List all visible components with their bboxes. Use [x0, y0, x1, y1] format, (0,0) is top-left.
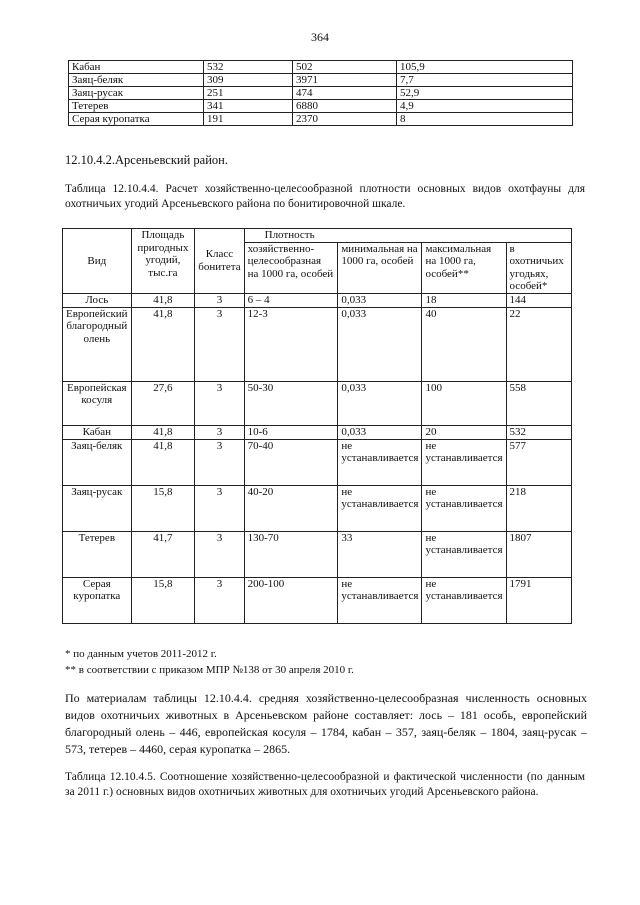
header-vid: Вид: [63, 229, 132, 294]
cell-max: 100: [422, 381, 506, 425]
header-class: Класс бонитета: [195, 229, 244, 294]
table-cell: 502: [293, 61, 397, 74]
table-row: [63, 439, 572, 485]
section-heading: 12.10.4.2.Арсеньевский район.: [65, 153, 228, 167]
cell-actual: 144: [506, 293, 571, 307]
cell-min: 33: [338, 531, 422, 577]
table-cell: 52,9: [397, 87, 573, 100]
table-row: [69, 100, 573, 113]
cell-max: не устанавливается: [422, 531, 506, 577]
cell-class: 3: [195, 439, 244, 485]
cell-area: 15,8: [131, 485, 195, 531]
cell-optimal: 200-100: [244, 577, 338, 623]
cell-optimal: 70-40: [244, 439, 338, 485]
table-cell: 474: [293, 87, 397, 100]
cell-class: 3: [195, 577, 244, 623]
table-cell: 532: [204, 61, 293, 74]
cell-vid: Кабан: [63, 425, 132, 439]
cell-min: не устанавливается: [338, 577, 422, 623]
cell-vid: Европейский благородный олень: [63, 307, 132, 381]
table-cell: 3971: [293, 74, 397, 87]
cell-actual: 532: [506, 425, 571, 439]
table-cell: 2370: [293, 113, 397, 126]
cell-actual: 218: [506, 485, 571, 531]
cell-vid: Серая куропатка: [63, 577, 132, 623]
cell-area: 41,7: [131, 531, 195, 577]
cell-area: 27,6: [131, 381, 195, 425]
table-cell: 191: [204, 113, 293, 126]
cell-optimal: 40-20: [244, 485, 338, 531]
table-cell: Серая куропатка: [69, 113, 204, 126]
table-cell: Тетерев: [69, 100, 204, 113]
cell-vid: Заяц-русак: [63, 485, 132, 531]
table-cell: 341: [204, 100, 293, 113]
cell-optimal: 130-70: [244, 531, 338, 577]
cell-max: 18: [422, 293, 506, 307]
table-row: [63, 531, 572, 577]
top-table: [68, 60, 573, 126]
table-row: [69, 113, 573, 126]
summary-paragraph: По материалам таблицы 12.10.4.4. средняя хозяйственно-целесообразная численность основных видов охотничьих животных в Арсеньевском районе составляет: лось – 181 особь, европейский благородный олень – 446, европейская косуля – 1784, кабан – 357, заяц-беляк – 1804, заяц-русак – 573, тетерев – 4460, серая куропатка – 2865.: [65, 691, 587, 756]
table-2-caption: Таблица 12.10.4.5. Соотношение хозяйственно-целесообразной и фактической численности (по данным за 2011 г.) основных видов охотничьих животных для охотничьих угодий Арсеньевского района.: [65, 771, 585, 798]
cell-vid: Лось: [63, 293, 132, 307]
header-actual: в охотничьих угодьях, особей*: [506, 242, 571, 293]
cell-optimal: 10-6: [244, 425, 338, 439]
table-row: [63, 381, 572, 425]
cell-vid: Тетерев: [63, 531, 132, 577]
cell-class: 3: [195, 485, 244, 531]
table-row: [69, 87, 573, 100]
footnote-2: ** в соответствии с приказом МПР №138 от 30 апреля 2010 г.: [65, 664, 354, 676]
cell-actual: 1791: [506, 577, 571, 623]
page-number: 364: [311, 30, 329, 44]
table-cell: 4,9: [397, 100, 573, 113]
cell-area: 41,8: [131, 293, 195, 307]
cell-vid: Заяц-беляк: [63, 439, 132, 485]
table-cell: 7,7: [397, 74, 573, 87]
table-row: [63, 307, 572, 381]
cell-max: не устанавливается: [422, 439, 506, 485]
cell-actual: 22: [506, 307, 571, 381]
table-cell: Заяц-беляк: [69, 74, 204, 87]
cell-area: 41,8: [131, 307, 195, 381]
cell-vid: Европейская косуля: [63, 381, 132, 425]
cell-area: 41,8: [131, 439, 195, 485]
cell-max: 40: [422, 307, 506, 381]
table-row: [69, 74, 573, 87]
table-row: [63, 425, 572, 439]
cell-max: 20: [422, 425, 506, 439]
header-area: Площадь пригодных угодий, тыс.га: [131, 229, 195, 294]
density-table: [62, 228, 572, 624]
header-density-group: Плотность: [244, 229, 571, 243]
table-cell: 309: [204, 74, 293, 87]
cell-class: 3: [195, 531, 244, 577]
cell-min: не устанавливается: [338, 439, 422, 485]
table-cell: Кабан: [69, 61, 204, 74]
cell-min: 0,033: [338, 307, 422, 381]
table-cell: Заяц-русак: [69, 87, 204, 100]
density-table-header: [63, 229, 572, 294]
header-max: максимальная на 1000 га, особей**: [422, 242, 506, 293]
density-table-body: [63, 293, 572, 623]
cell-min: 0,033: [338, 425, 422, 439]
table-cell: 251: [204, 87, 293, 100]
table-row: [63, 485, 572, 531]
footnote-1: * по данным учетов 2011-2012 г.: [65, 648, 217, 660]
cell-class: 3: [195, 293, 244, 307]
table-1-caption: Таблица 12.10.4.4. Расчет хозяйственно-целесообразной плотности основных видов охотфауны для охотничьих угодий Арсеньевского района по бонитировочной шкале.: [65, 183, 585, 210]
table-row: [69, 61, 573, 74]
cell-optimal: 6 – 4: [244, 293, 338, 307]
header-optimal: хозяйственно-целесообразная на 1000 га, особей: [244, 242, 338, 293]
table-cell: 6880: [293, 100, 397, 113]
cell-class: 3: [195, 307, 244, 381]
table-cell: 105,9: [397, 61, 573, 74]
cell-optimal: 12-3: [244, 307, 338, 381]
table-row: [63, 293, 572, 307]
cell-min: 0,033: [338, 381, 422, 425]
cell-area: 15,8: [131, 577, 195, 623]
cell-optimal: 50-30: [244, 381, 338, 425]
cell-max: не устанавливается: [422, 577, 506, 623]
cell-min: 0,033: [338, 293, 422, 307]
cell-area: 41,8: [131, 425, 195, 439]
table-row: [63, 577, 572, 623]
cell-class: 3: [195, 381, 244, 425]
cell-max: не устанавливается: [422, 485, 506, 531]
cell-actual: 558: [506, 381, 571, 425]
header-min: минимальная на 1000 га, особей: [338, 242, 422, 293]
table-cell: 8: [397, 113, 573, 126]
cell-actual: 577: [506, 439, 571, 485]
cell-min: не устанавливается: [338, 485, 422, 531]
top-table-body: [69, 61, 573, 126]
cell-actual: 1807: [506, 531, 571, 577]
cell-class: 3: [195, 425, 244, 439]
